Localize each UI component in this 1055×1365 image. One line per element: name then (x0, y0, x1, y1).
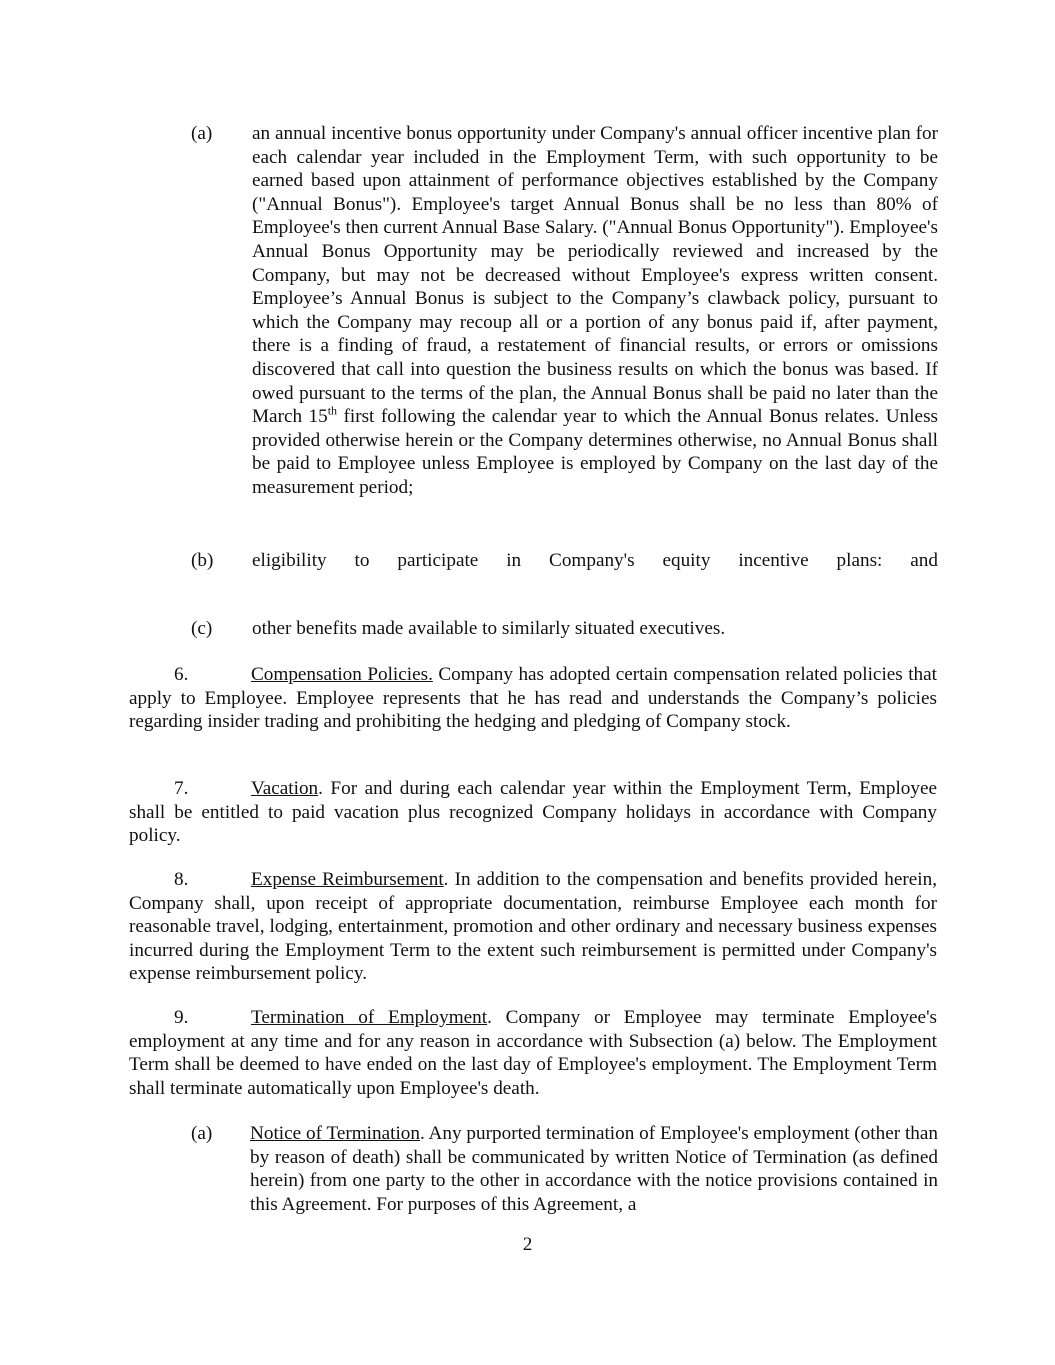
item-b-label: (b) (191, 550, 214, 571)
section-8-heading: Expense Reimbursement (251, 869, 444, 890)
subsection-a-text: Notice of Termination. Any purported termination of Employee's employment (other than by reason of death) shall be communicated by written Notice of Termination (as defined herein) from one party to the other in accordance with the notice provisions contained in this Agreement. For purposes of this Agreement, a (250, 1123, 938, 1215)
item-c-label: (c) (191, 618, 213, 639)
section-6-compensation-policies: 6. Compensation Policies. Company has adopted certain compensation related policies that apply to Employee. Employee represents that he has read and understands the Company’s policies regarding insider trading and prohibiting the hedging and pledging of Company stock. (129, 664, 937, 733)
item-a-text: an annual incentive bonus opportunity under Company's annual officer incentive plan for each calendar year included in the Employment Term, with such opportunity to be earned based upon attainment of performance objectives established by the Company ("Annual Bonus"). Employee's target Annual Bonus shall be no less than 80% of Employee's then current Annual Base Salary. ("Annual Bonus Opportunity"). Employee's Annual Bonus Opportunity may be periodically reviewed and increased by the Company, but may not be decreased without Employee's express written consent. Employee’s Annual Bonus is subject to the Company’s clawback policy, pursuant to which the Company may recoup all or a portion of any bonus paid if, after payment, there is a finding of fraud, a restatement of financial results, or errors or omissions discovered that call into question the business results on which the bonus was based. If owed pursuant to the terms of the plan, the Annual Bonus shall be paid no later than the March 15th first following the calendar year to which the Annual Bonus relates. Unless provided otherwise herein or the Company determines otherwise, no Annual Bonus shall be paid to Employee unless Employee is employed by Company on the last day of the measurement period; (252, 123, 939, 498)
section-8-expense-reimbursement: 8. Expense Reimbursement. In addition to the compensation and benefits provided herein, Company shall, upon receipt of appropriate documentation, reimburse Employee each month for reasonable travel, lodging, entertainment, promotion and other ordinary and necessary business expenses incurred during the Employment Term to the extent such reimbursement is permitted under Company's expense reimbursement policy. (129, 869, 937, 985)
item-c-text: other benefits made available to similarly situated executives. (252, 618, 726, 639)
section-6-heading: Compensation Policies. (251, 664, 433, 685)
superscript-th: th (327, 403, 338, 418)
section-9-heading: Termination of Employment (251, 1007, 488, 1028)
subsection-a-label: (a) (191, 1123, 213, 1144)
section-7-heading: Vacation (251, 778, 319, 799)
item-b-text: eligibility to participate in Company's equity incentive plans: and (252, 550, 938, 571)
subsection-a-heading: Notice of Termination (250, 1123, 420, 1144)
section-7-vacation: 7. Vacation. For and during each calendar year within the Employment Term, Employee shall be entitled to paid vacation plus recognized Company holidays in accordance with Company policy. (129, 778, 937, 847)
page-number: 2 (522, 1234, 533, 1255)
section-9-termination: 9. Termination of Employment. Company or Employee may terminate Employee's employment at any time and for any reason in accordance with Subsection (a) below. The Employment Term shall be deemed to have ended on the last day of Employee's employment. The Employment Term shall terminate automatically upon Employee's death. (129, 1007, 937, 1099)
item-a-label: (a) (191, 123, 213, 144)
